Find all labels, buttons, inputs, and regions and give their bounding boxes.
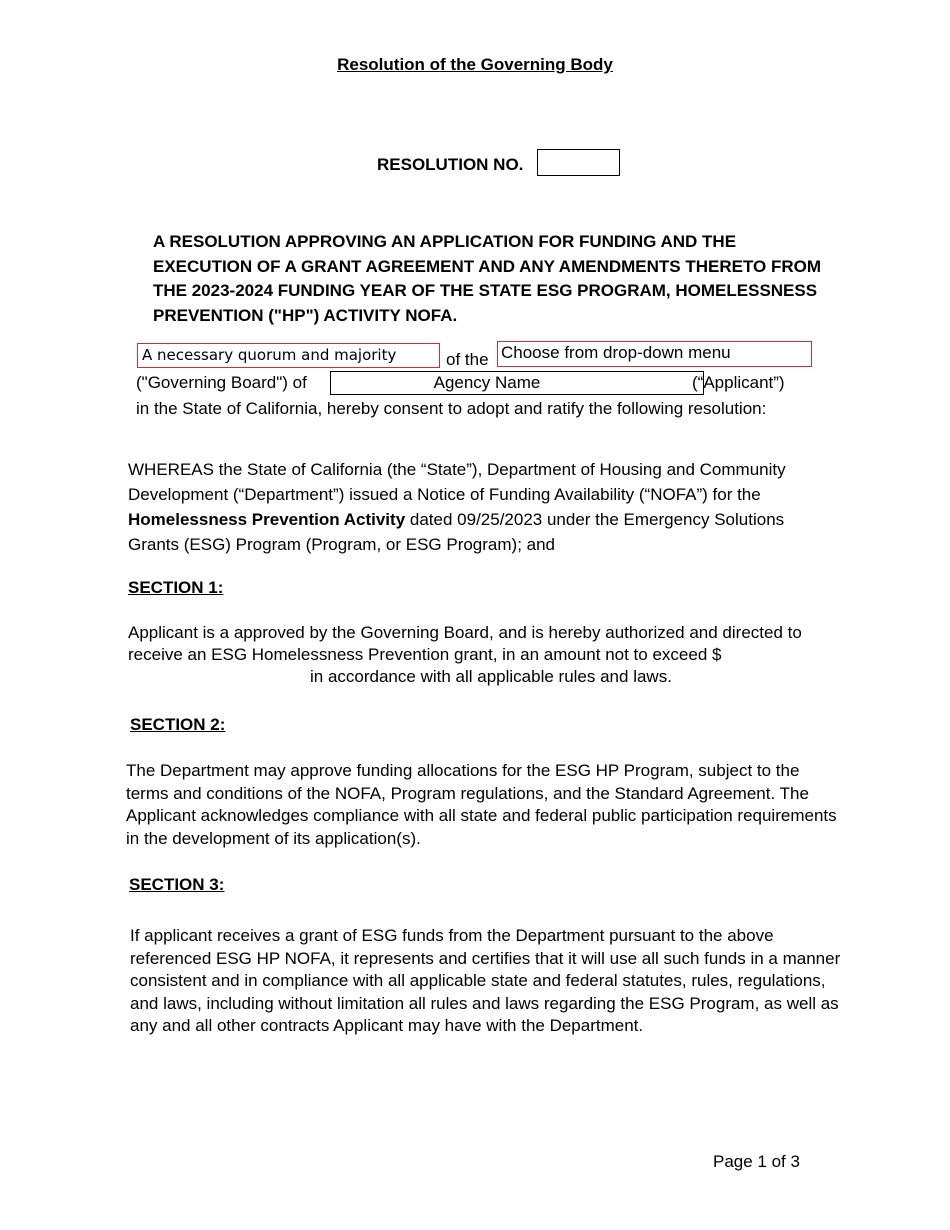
- agency-name-field[interactable]: Agency Name: [330, 371, 704, 395]
- document-title: Resolution of the Governing Body: [337, 55, 613, 74]
- resolution-number-label: RESOLUTION NO.: [377, 155, 524, 174]
- page-number: Page 1 of 3: [713, 1152, 800, 1171]
- governing-body-dropdown[interactable]: Choose from drop-down menu: [497, 341, 812, 367]
- whereas-bold: Homelessness Prevention Activity: [128, 510, 406, 529]
- consent-text: in the State of California, hereby consent to adopt and ratify the following resolution:: [136, 399, 767, 418]
- resolution-heading: A RESOLUTION APPROVING AN APPLICATION FOR FUNDING AND THE EXECUTION OF A GRANT AGREEMENT AND ANY AMENDMENTS THERETO FROM THE 2023-2024 FUNDING YEAR OF THE STATE ESG PROGRAM, HOMELESSNESS PREVENTION ("HP") ACTIVITY NOFA.: [153, 232, 822, 325]
- of-the-text: of the: [446, 350, 489, 369]
- section-2-heading: SECTION 2:: [130, 715, 226, 734]
- section-3-paragraph: If applicant receives a grant of ESG funds from the Department pursuant to the above referenced ESG HP NOFA, it represents and certifies that it will use all such funds in a manner consistent and in compliance with all applicable state and federal statutes, rules, regulations, and laws, including without limitation all rules and laws regarding the ESG Program, as well as any and all other contracts Applicant may have with the Department.: [130, 926, 841, 1035]
- section-1-heading: SECTION 1:: [128, 578, 224, 597]
- section-1-paragraph: [128, 622, 828, 688]
- whereas-part2: dated 09/25/2023 under the Emergency Solutions Grants (ESG) Program (Program, or ESG Program); and: [128, 510, 785, 554]
- whereas-paragraph: [128, 457, 828, 557]
- section-1-part2: in accordance with all applicable rules and laws.: [310, 667, 672, 686]
- section-2-paragraph: The Department may approve funding allocations for the ESG HP Program, subject to the terms and conditions of the NOFA, Program regulations, and the Standard Agreement. The Applicant acknowledges compliance with all state and federal public participation requirements in the development of its application(s).: [126, 761, 837, 848]
- resolution-number-input[interactable]: [537, 149, 620, 176]
- governing-board-prefix: ("Governing Board") of: [136, 373, 307, 392]
- section-1-part1: Applicant is a approved by the Governing Board, and is hereby authorized and directed to receive an ESG Homelessness Prevention grant, in an amount not to exceed $: [128, 623, 802, 664]
- applicant-suffix: (“Applicant”): [692, 373, 785, 392]
- quorum-field[interactable]: A necessary quorum and majority: [137, 343, 440, 368]
- section-3-heading: SECTION 3:: [129, 875, 225, 894]
- whereas-part1: WHEREAS the State of California (the “State”), Department of Housing and Community Development (“Department”) issued a Notice of Funding Availability (“NOFA”) for the: [128, 460, 786, 504]
